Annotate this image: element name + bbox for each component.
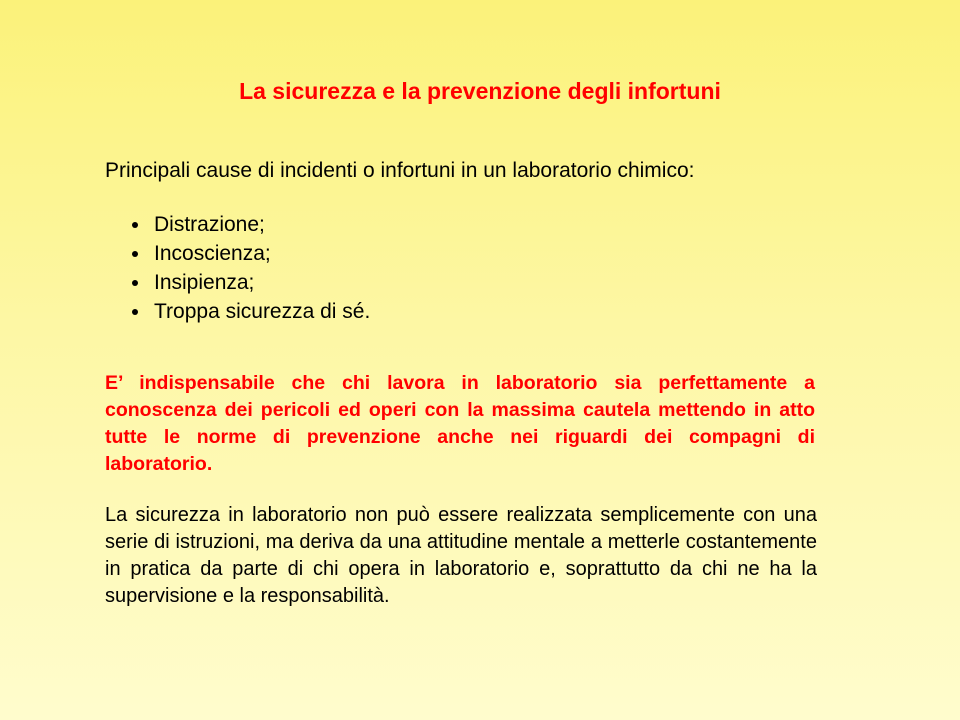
warning-paragraph: E’ indispensabile che chi lavora in laboratorio sia perfettamente a conoscenza dei pericoli ed operi con la massima cautela mettendo in atto tutte le norme di prevenzione anche nei riguardi dei compagni di laboratorio. (105, 372, 815, 475)
list-item (130, 268, 370, 297)
cause-text: Troppa sicurezza di sé. (154, 300, 371, 323)
list-item (130, 297, 370, 326)
bullet-icon (132, 309, 138, 315)
bullet-icon (132, 251, 138, 257)
list-item (130, 239, 370, 268)
causes-list (130, 210, 370, 326)
list-item (130, 210, 370, 239)
safety-note-paragraph: La sicurezza in laboratorio non può essere realizzata semplicemente con una serie di istruzioni, ma deriva da una attitudine mentale a metterle costantemente in pratica da parte di chi opera in laboratorio e, soprattutto da chi ne ha la supervisione e la responsabilità. (105, 504, 817, 607)
slide-title-text: La sicurezza e la prevenzione degli infortuni (239, 78, 721, 104)
causes-intro: Principali cause di incidenti o infortuni in un laboratorio chimico: (105, 159, 695, 182)
cause-text: Distrazione; (154, 213, 265, 236)
cause-text: Incoscienza; (154, 242, 271, 265)
slide-title (0, 78, 960, 105)
cause-text: Insipienza; (154, 271, 255, 294)
bullet-icon (132, 222, 138, 228)
bullet-icon (132, 280, 138, 286)
